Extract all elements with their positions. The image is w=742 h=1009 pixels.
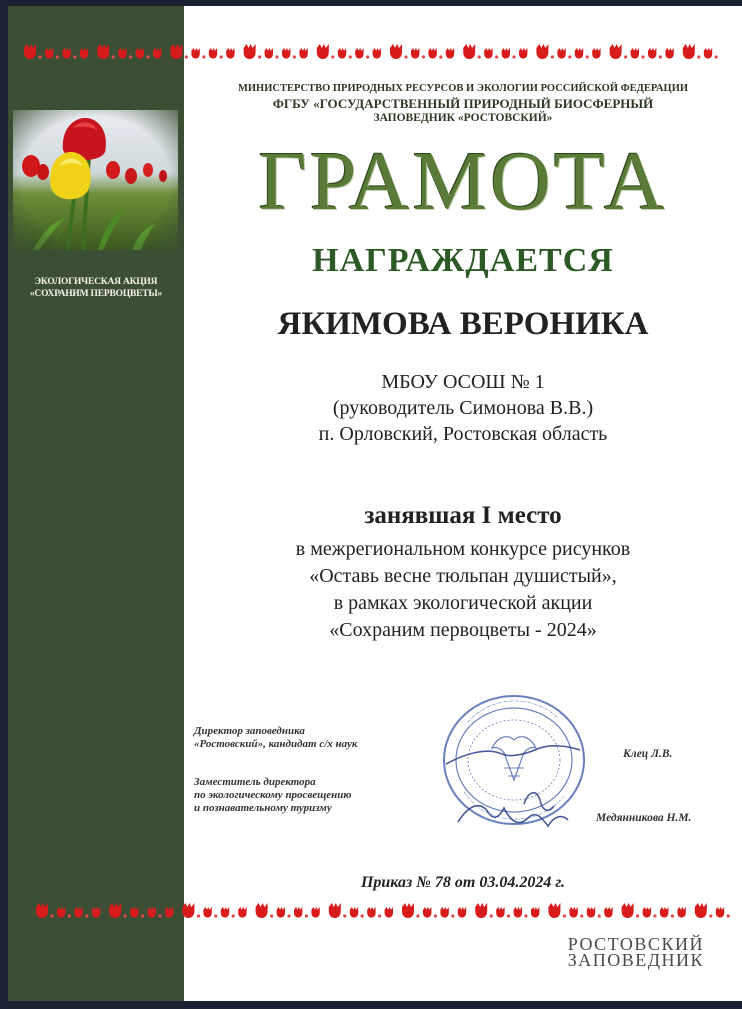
dot-icon <box>293 55 296 58</box>
dot-icon <box>258 55 261 58</box>
tulip-icon <box>665 48 673 59</box>
tulip-icon <box>367 907 375 918</box>
dot-icon <box>85 914 88 917</box>
director-title-line1: Директор заповедника <box>194 725 305 737</box>
tulip-icon <box>385 907 393 918</box>
dot-icon <box>124 914 127 917</box>
ministry-line: МИНИСТЕРСТВО ПРИРОДНЫХ РЕСУРСОВ И ЭКОЛОГИИ РОССИЙСКОЙ ФЕДЕРАЦИИ <box>237 83 689 94</box>
deputy-name: Медянникова Н.М. <box>596 812 692 824</box>
tulip-icon <box>716 907 724 918</box>
tulip-icon <box>475 903 487 918</box>
director-title <box>194 725 357 751</box>
tulip-icon <box>355 48 363 59</box>
dot-icon <box>715 55 718 58</box>
tulip-icon <box>643 907 651 918</box>
dot-icon <box>366 55 369 58</box>
tulip-icon <box>118 48 126 59</box>
dot-icon <box>598 914 601 917</box>
tulip-icon <box>209 48 217 59</box>
dot-icon <box>38 55 41 58</box>
director-name: Клец Л.В. <box>623 748 673 760</box>
dot-icon <box>158 914 161 917</box>
deputy-title-line1: Заместитель директора <box>194 776 316 788</box>
tulip-border-bottom <box>32 901 732 921</box>
tulip-icon <box>130 907 138 918</box>
dot-icon <box>146 55 149 58</box>
dot-icon <box>727 914 730 917</box>
tulip-icon <box>191 48 199 59</box>
tulip-icon <box>24 44 36 59</box>
desc-line2: «Оставь весне тюльпан душистый», <box>309 565 617 587</box>
tulip-icon <box>536 44 548 59</box>
dot-icon <box>422 55 425 58</box>
dot-icon <box>524 914 527 917</box>
supervisor: (руководитель Симонова В.В.) <box>332 397 594 419</box>
certificate-sheet <box>8 6 742 1001</box>
tulip-icon <box>299 48 307 59</box>
contest-description <box>184 536 742 644</box>
dot-icon <box>141 914 144 917</box>
logo-line2: ЗАПОВЕДНИК <box>567 950 704 970</box>
dot-icon <box>349 55 352 58</box>
tulips-photo <box>13 110 178 250</box>
tulip-icon <box>92 907 100 918</box>
tulip-icon <box>338 48 346 59</box>
tulip-icon <box>631 48 639 59</box>
tulip-icon <box>514 907 522 918</box>
official-seal-stamp <box>428 688 606 848</box>
recipient-name: ЯКИМОВА ВЕРОНИКА <box>277 306 649 342</box>
sidebar-caption-line2: «СОХРАНИМ ПЕРВОЦВЕТЫ» <box>29 289 163 299</box>
tulip-icon <box>390 44 402 59</box>
place-text: занявшая I место <box>364 502 562 529</box>
tulip-icon <box>660 907 668 918</box>
dot-icon <box>451 914 454 917</box>
dot-icon <box>659 55 662 58</box>
school-info <box>184 370 742 446</box>
dot-icon <box>416 914 419 917</box>
tulip-icon <box>317 44 329 59</box>
tulip-icon <box>57 907 65 918</box>
tulip-icon <box>587 907 595 918</box>
tulip-icon <box>402 903 414 918</box>
tulip-icon <box>648 48 656 59</box>
sidebar-caption-line1: ЭКОЛОГИЧЕСКАЯ АКЦИЯ <box>34 277 158 287</box>
dot-icon <box>129 55 132 58</box>
dot-icon <box>275 55 278 58</box>
dot-icon <box>56 55 59 58</box>
tulip-icon <box>531 907 539 918</box>
logo-line1: РОСТОВСКИЙ <box>567 934 704 954</box>
tulip-icon <box>604 907 612 918</box>
reserve-logo <box>568 936 704 968</box>
sidebar-caption <box>8 276 184 300</box>
tulip-icon <box>80 48 88 59</box>
order-reference: Приказ № 78 от 03.04.2024 г. <box>360 874 566 891</box>
dot-icon <box>697 55 700 58</box>
tulip-icon <box>282 48 290 59</box>
dot-icon <box>305 914 308 917</box>
tulip-icon <box>548 903 560 918</box>
dot-icon <box>563 914 566 917</box>
dot-icon <box>404 55 407 58</box>
tulip-icon <box>463 44 475 59</box>
dot-icon <box>709 914 712 917</box>
dot-icon <box>439 55 442 58</box>
tulip-icon <box>277 907 285 918</box>
tulip-icon <box>704 48 712 59</box>
tulip-icon <box>557 48 565 59</box>
tulip-icon <box>311 907 319 918</box>
dot-icon <box>568 55 571 58</box>
ministry-header <box>184 81 742 126</box>
tulip-border-top <box>20 42 730 62</box>
deputy-title <box>194 776 351 815</box>
dot-icon <box>378 914 381 917</box>
dot-icon <box>361 914 364 917</box>
dot-icon <box>343 914 346 917</box>
dot-icon <box>490 914 493 917</box>
tulip-icon <box>519 48 527 59</box>
tulip-icon <box>428 48 436 59</box>
dot-icon <box>671 914 674 917</box>
tulip-icon <box>329 903 341 918</box>
dot-icon <box>197 914 200 917</box>
tulip-icon <box>221 907 229 918</box>
tulip-icon <box>695 903 707 918</box>
dot-icon <box>624 55 627 58</box>
dot-icon <box>112 55 115 58</box>
dot-icon <box>507 914 510 917</box>
tulip-icon <box>148 907 156 918</box>
tulip-icon <box>294 907 302 918</box>
tulip-icon <box>182 903 194 918</box>
deputy-title-line2: по экологическому просвещению <box>194 789 352 801</box>
tulip-icon <box>677 907 685 918</box>
dot-icon <box>580 914 583 917</box>
tulip-icon <box>226 48 234 59</box>
tulip-icon <box>36 903 48 918</box>
tulip-icon <box>45 48 53 59</box>
tulip-icon <box>62 48 70 59</box>
tulip-icon <box>244 44 256 59</box>
tulip-icon <box>484 48 492 59</box>
desc-line1: в межрегиональном конкурсе рисунков <box>295 538 631 560</box>
tulip-icon <box>683 44 695 59</box>
tulip-icon <box>109 903 121 918</box>
tulip-icon <box>411 48 419 59</box>
tulip-icon <box>440 907 448 918</box>
tulip-icon <box>610 44 622 59</box>
tulip-icon <box>622 903 634 918</box>
tulip-icon <box>575 48 583 59</box>
tulip-icon <box>496 907 504 918</box>
dot-icon <box>653 914 656 917</box>
certificate-title: ГРАМОТА <box>258 135 668 228</box>
tulip-icon <box>423 907 431 918</box>
dot-icon <box>512 55 515 58</box>
dot-icon <box>551 55 554 58</box>
director-title-line2: «Ростовский», кандидат с/х наук <box>194 738 358 750</box>
dot-icon <box>232 914 235 917</box>
tulip-icon <box>153 48 161 59</box>
dot-icon <box>202 55 205 58</box>
dot-icon <box>636 914 639 917</box>
dot-icon <box>220 55 223 58</box>
organization-line: ФГБУ «ГОСУДАРСТВЕННЫЙ ПРИРОДНЫЙ БИОСФЕРНЫЙ <box>272 96 654 111</box>
tulip-icon <box>165 907 173 918</box>
tulip-icon <box>203 907 211 918</box>
dot-icon <box>478 55 481 58</box>
location: п. Орловский, Ростовская область <box>318 423 608 445</box>
awarded-heading: НАГРАЖДАЕТСЯ <box>312 242 614 279</box>
tulip-icon <box>97 44 109 59</box>
dot-icon <box>641 55 644 58</box>
deputy-title-line3: и познавательному туризму <box>194 802 332 814</box>
dot-icon <box>586 55 589 58</box>
dot-icon <box>331 55 334 58</box>
tulip-icon <box>458 907 466 918</box>
dot-icon <box>214 914 217 917</box>
dot-icon <box>185 55 188 58</box>
tulip-icon <box>592 48 600 59</box>
desc-line3: в рамках экологической акции <box>333 592 593 614</box>
dot-icon <box>434 914 437 917</box>
dot-icon <box>495 55 498 58</box>
reserve-line: ЗАПОВЕДНИК «РОСТОВСКИЙ» <box>373 112 553 124</box>
tulip-icon <box>136 48 144 59</box>
tulip-icon <box>350 907 358 918</box>
tulip-icon <box>170 44 182 59</box>
dot-icon <box>68 914 71 917</box>
dot-icon <box>287 914 290 917</box>
tulip-icon <box>265 48 273 59</box>
sidebar-panel <box>8 6 184 1001</box>
tulip-icon <box>74 907 82 918</box>
desc-line4: «Сохраним первоцветы - 2024» <box>329 619 597 641</box>
tulip-icon <box>373 48 381 59</box>
tulip-icon <box>502 48 510 59</box>
dot-icon <box>270 914 273 917</box>
tulip-icon <box>446 48 454 59</box>
tulip-icon <box>569 907 577 918</box>
dot-icon <box>50 914 53 917</box>
tulip-icon <box>238 907 246 918</box>
dot-icon <box>73 55 76 58</box>
tulip-icon <box>256 903 268 918</box>
school-name: МБОУ ОСОШ № 1 <box>381 371 545 393</box>
